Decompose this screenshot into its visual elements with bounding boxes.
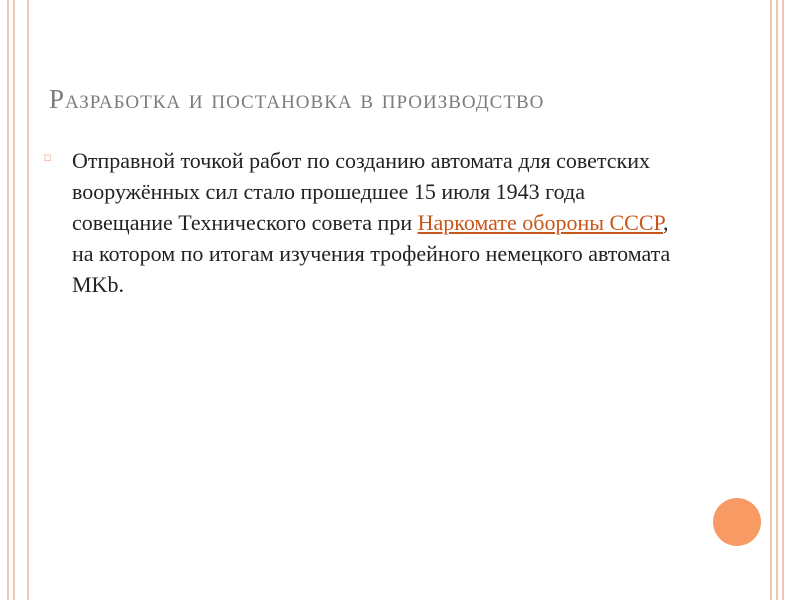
right-frame-border xyxy=(776,0,784,600)
left-frame-border xyxy=(7,0,15,600)
right-frame-inner-line xyxy=(769,0,772,600)
paragraph-text-before-link: Отправной точкой работ по созданию автомата для советских вооружённых сил стало прошедшее 15 июля 1943 года совещание Технического совета при xyxy=(72,148,651,235)
decorative-circle xyxy=(713,498,761,546)
bullet-marker-icon: ⌑ xyxy=(44,151,52,167)
narkomat-link[interactable]: Наркомате обороны СССР xyxy=(417,210,664,235)
left-frame-inner-line xyxy=(27,0,30,600)
paragraph-text-after-link: , на котором по итогам изучения трофейного немецкого автомата MKb. xyxy=(72,210,671,297)
bullet-list xyxy=(44,145,684,300)
slide-title: Разработка и постановка в производство xyxy=(49,84,545,114)
bullet-item xyxy=(44,145,684,300)
